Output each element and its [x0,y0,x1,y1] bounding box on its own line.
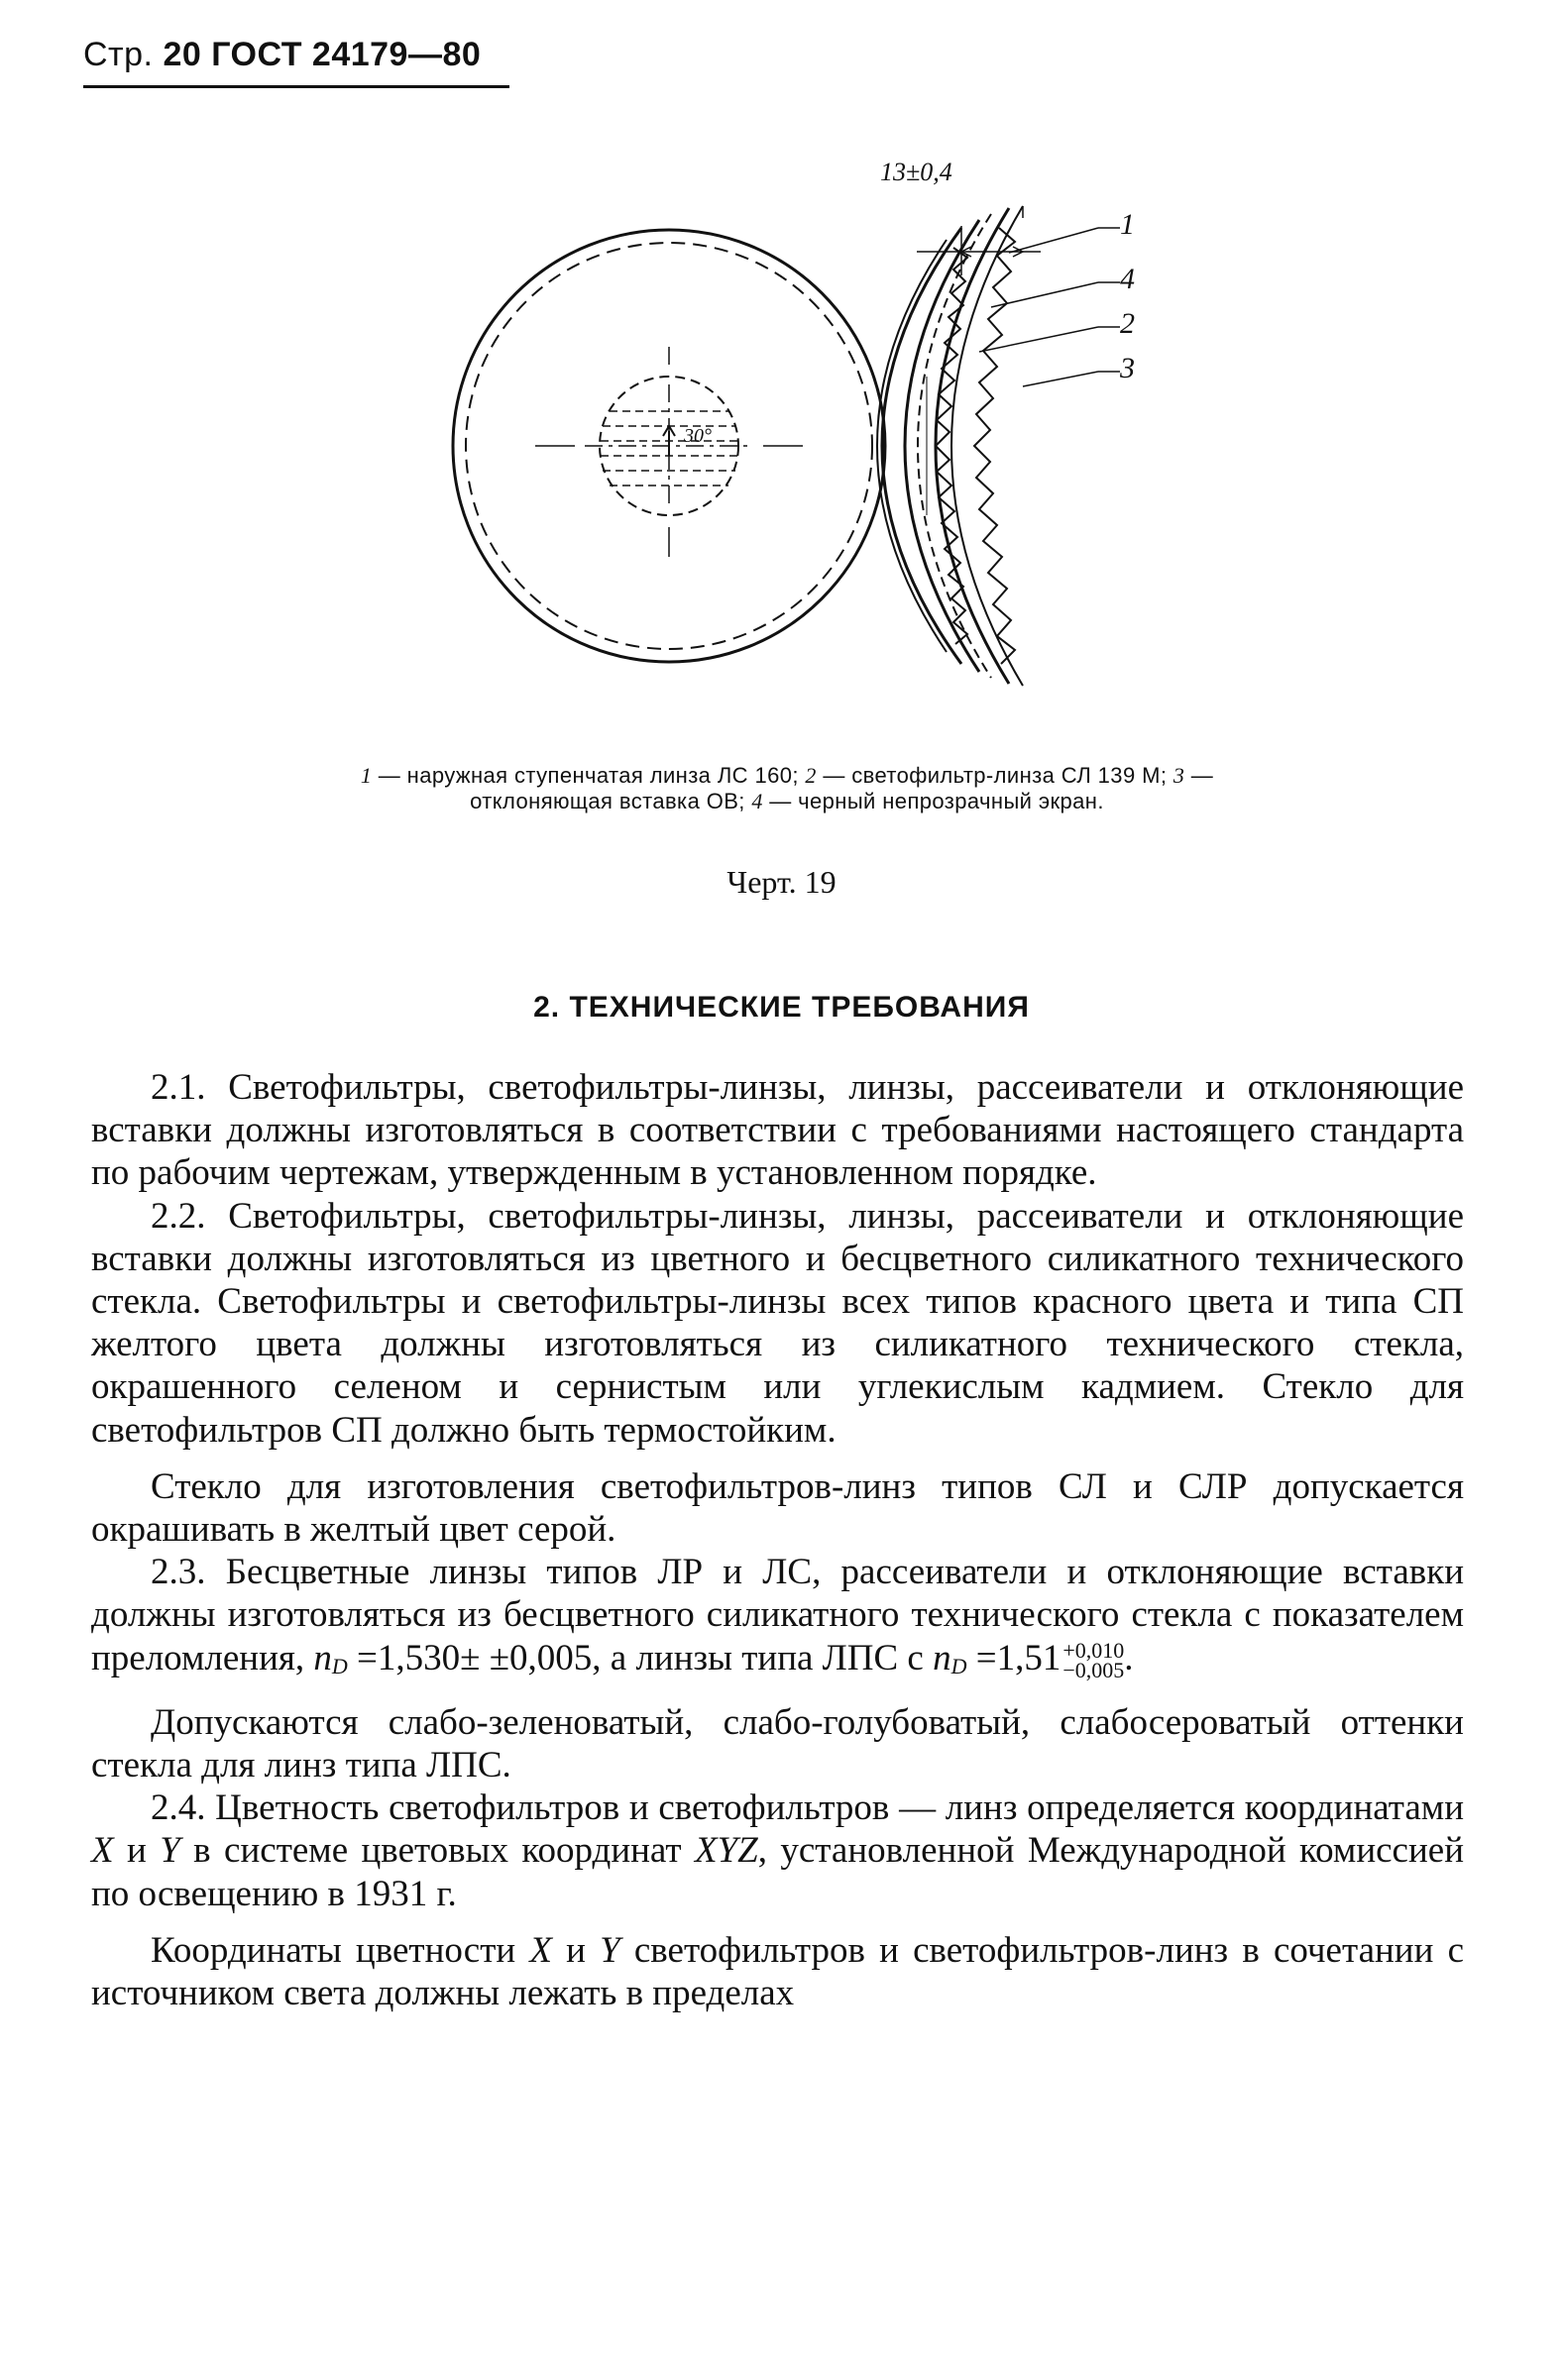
p23-sub2: D [950,1653,967,1678]
paragraph-2-4 [91,1786,1464,1915]
pc-x: X [529,1929,552,1971]
p24-y: Y [160,1830,180,1872]
caption-num-3: 3 [1172,763,1185,788]
pc-and: и [551,1929,601,1971]
tolerance-upper: +0,010 [1062,1638,1125,1664]
tolerance-lower: −0,005 [1062,1658,1125,1683]
header-rule [83,85,509,88]
p24-x: X [91,1830,114,1872]
angle-label: 30° [684,425,712,447]
lens-side-view [877,206,1023,686]
p24-text-1: 2.4. Цветность светофильтров и светофильтров — линз определяется координатами [151,1787,1464,1829]
body-text [91,1066,1464,2014]
pc-y: Y [600,1929,620,1971]
p23-sub: D [331,1653,348,1678]
p23-text-1: 2.3. Бесцветные линзы типов ЛР и ЛС, рассеиватели и отклоняющие вставки должны изготовляться из бесцветного силикатного технического стекла с показателем преломления, [91,1552,1464,1678]
caption-num-2: 2 [805,763,817,788]
p23-text-4: . [1124,1637,1134,1678]
page-prefix: Стр. [83,36,154,73]
pc-text-1: Координаты цветности [151,1929,530,1971]
caption-item-1: — наружная ступенчатая линза ЛС 160; [372,763,806,788]
caption-item-3: — отклоняющая вставка ОВ; [470,763,1214,813]
p24-and: и [113,1830,161,1872]
p23-n: n [313,1637,332,1678]
callout-4: 4 [1120,263,1135,295]
paragraph-glass-coloring: Стекло для изготовления светофильтров-линз типов СЛ и СЛР допускается окрашивать в желтый цвет серой. [91,1465,1464,1551]
caption-num-1: 1 [360,763,373,788]
section-title: 2. ТЕХНИЧЕСКИЕ ТРЕБОВАНИЯ [533,991,1030,1024]
page-header [83,36,481,74]
paragraph-tints: Допускаются слабо-зеленоватый, слабо-голубоватый, слабосероватый оттенки стекла для линз типа ЛПС. [91,1701,1464,1786]
callout-1: 1 [1120,208,1135,241]
p23-text-3: =1,51 [966,1637,1061,1678]
screen-profile [918,214,991,678]
p24-text-3: , установленной Международной комиссией по освещению в 1931 г. [91,1830,1464,1914]
lens-front-view [453,230,885,662]
standard-code: ГОСТ 24179—80 [211,36,482,73]
caption-item-2: — светофильтр-линза СЛ 139 М; [816,763,1173,788]
figure-label: Черт. 19 [726,864,837,900]
page-number: 20 [163,36,202,73]
caption-item-4: — черный непрозрачный экран. [762,789,1104,813]
p23-n2: n [933,1637,951,1678]
callout-3: 3 [1120,352,1135,384]
pc-text-2: светофильтров и светофильтров-линз в сочетании с источником света должны лежать в пределах [91,1929,1464,2014]
paragraph-2-3 [91,1551,1464,1687]
lens-drawing [436,149,1189,703]
paragraph-coordinates [91,1929,1464,2014]
p23-text-2: =1,530± ±0,005, а линзы типа ЛПС с [347,1637,934,1678]
tolerance [1062,1638,1125,1683]
figure-caption [315,763,1259,814]
dimension-label: 13±0,4 [880,158,952,186]
lens-drawing-svg [436,149,1189,703]
paragraph-2-2: 2.2. Светофильтры, светофильтры-линзы, линзы, рассеиватели и отклоняющие вставки должны изготовляться из цветного и бесцветного силикатного технического стекла. Светофильтры и светофильтры-линзы всех типов красного цвета и типа СП желтого цвета должны изготовляться из силикатного технического стекла, окрашенного селеном и сернистым или углекислым кадмием. Стекло для светофильтров СП должно быть термостойким. [91,1195,1464,1451]
caption-num-4: 4 [751,789,763,813]
p24-xyz: XYZ [694,1830,758,1872]
p24-text-2: в системе цветовых координат [179,1830,695,1872]
paragraph-2-1: 2.1. Светофильтры, светофильтры-линзы, линзы, рассеиватели и отклоняющие вставки должны изготовляться в соответствии с требованиями настоящего стандарта по рабочим чертежам, утвержденным в установленном порядке. [91,1067,1464,1194]
callout-2: 2 [1120,307,1135,340]
